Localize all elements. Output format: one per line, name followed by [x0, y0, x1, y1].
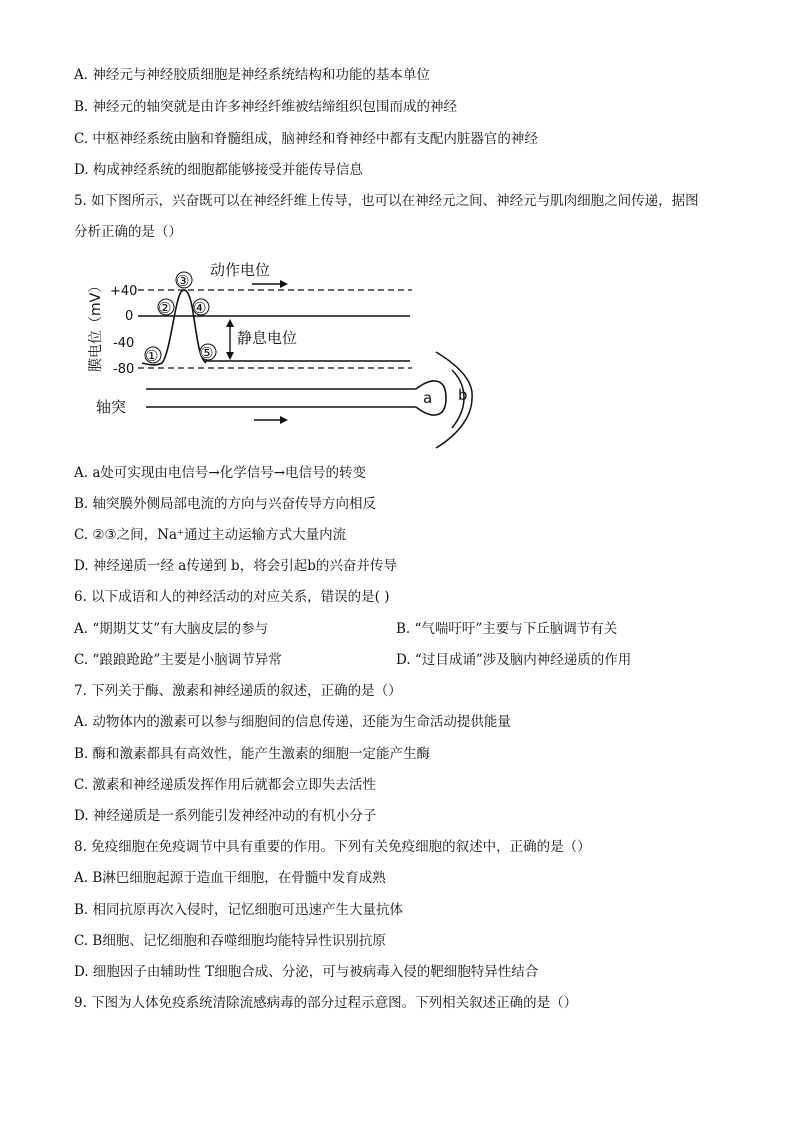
q8-option-b: B. 相同抗原再次入侵时，记忆细胞可迅速产生大量抗体	[74, 902, 404, 918]
q5-stem-cont: 分析正确的是（）	[74, 224, 182, 240]
action-potential-label: 动作电位	[210, 261, 271, 279]
point-3: ③	[176, 272, 190, 290]
q8-stem: 8. 免疫细胞在免疫调节中具有重要的作用。下列有关免疫细胞的叙述中，正确的是（）	[74, 839, 591, 855]
q7-option-c: C. 激素和神经递质发挥作用后就都会立即失去活性	[74, 777, 376, 793]
action-potential-arrowhead	[280, 280, 288, 288]
tick-0: 0	[125, 309, 134, 324]
q7-option-b: B. 酶和激素都具有高效性，能产生激素的细胞一定能产生酶	[74, 746, 431, 762]
label-a: a	[423, 389, 433, 407]
q4-option-b: B. 神经元的轴突就是由许多神经纤维被结缔组织包围而成的神经	[74, 99, 458, 115]
q4-option-d: D. 构成神经系统的细胞都能够接受并能传导信息	[74, 162, 363, 178]
membrane-potential-figure	[80, 252, 490, 452]
point-2: ②	[158, 299, 172, 317]
point-1: ①	[145, 347, 159, 365]
q9-stem: 9. 下图为人体免疫系统清除流感病毒的部分过程示意图。下列相关叙述正确的是（）	[74, 995, 578, 1011]
q5-option-d: D. 神经递质一经 a传递到 b，将会引起b的兴奋并传导	[74, 558, 397, 574]
q5-option-c: C. ②③之间，Na⁺通过主动运输方式大量内流	[74, 527, 347, 543]
q7-option-a: A. 动物体内的激素可以参与细胞间的信息传递，还能为生命活动提供能量	[74, 714, 511, 730]
q8-option-d: D. 细胞因子由辅助性 T细胞合成、分泌，可与被病毒入侵的靶细胞特异性结合	[74, 964, 539, 980]
q6-option-c: C. “踉踉跄跄”主要是小脑调节异常	[74, 652, 282, 668]
axon-label: 轴突	[96, 398, 127, 416]
resting-arrowhead-down	[226, 352, 234, 360]
q6-option-b: B. “气喘吁吁”主要与下丘脑调节有关	[396, 621, 618, 637]
q8-option-a: A. B淋巴细胞起源于造血干细胞，在骨髓中发育成熟	[74, 870, 386, 886]
q8-option-c: C. B细胞、记忆细胞和吞噬细胞均能特异性识别抗原	[74, 933, 386, 949]
tick-minus40: -40	[113, 336, 135, 351]
label-b: b	[458, 386, 468, 404]
tick-minus80: -80	[113, 362, 135, 377]
y-axis-label: 膜电位（mV）	[88, 278, 104, 372]
q5-stem: 5. 如下图所示，兴奋既可以在神经纤维上传导，也可以在神经元之间、神经元与肌肉细胞之间传递，据图	[74, 193, 699, 209]
q7-option-d: D. 神经递质是一系列能引发神经冲动的有机小分子	[74, 808, 377, 824]
q5-option-b: B. 轴突膜外侧局部电流的方向与兴奋传导方向相反	[74, 496, 377, 512]
q7-stem: 7. 下列关于酶、激素和神经递质的叙述，正确的是（）	[74, 683, 402, 699]
q4-option-c: C. 中枢神经系统由脑和脊髓组成，脑神经和脊神经中都有支配内脏器官的神经	[74, 131, 538, 147]
q6-option-d: D. “过目成诵”涉及脑内神经递质的作用	[396, 652, 632, 668]
q5-option-a: A. a处可实现由电信号→化学信号→电信号的转变	[74, 465, 367, 481]
point-5: ⑤	[200, 344, 214, 362]
q6-stem: 6. 以下成语和人的神经活动的对应关系，错误的是( )	[74, 589, 390, 605]
q6-option-a: A. “期期艾艾”有大脑皮层的参与	[74, 621, 269, 637]
tick-plus40: +40	[110, 284, 138, 299]
point-4: ④	[193, 299, 207, 317]
q4-option-a: A. 神经元与神经胶质细胞是神经系统结构和功能的基本单位	[74, 67, 430, 83]
resting-potential-label: 静息电位	[237, 329, 298, 347]
resting-arrowhead-up	[226, 319, 234, 327]
conduction-arrowhead	[280, 416, 288, 424]
